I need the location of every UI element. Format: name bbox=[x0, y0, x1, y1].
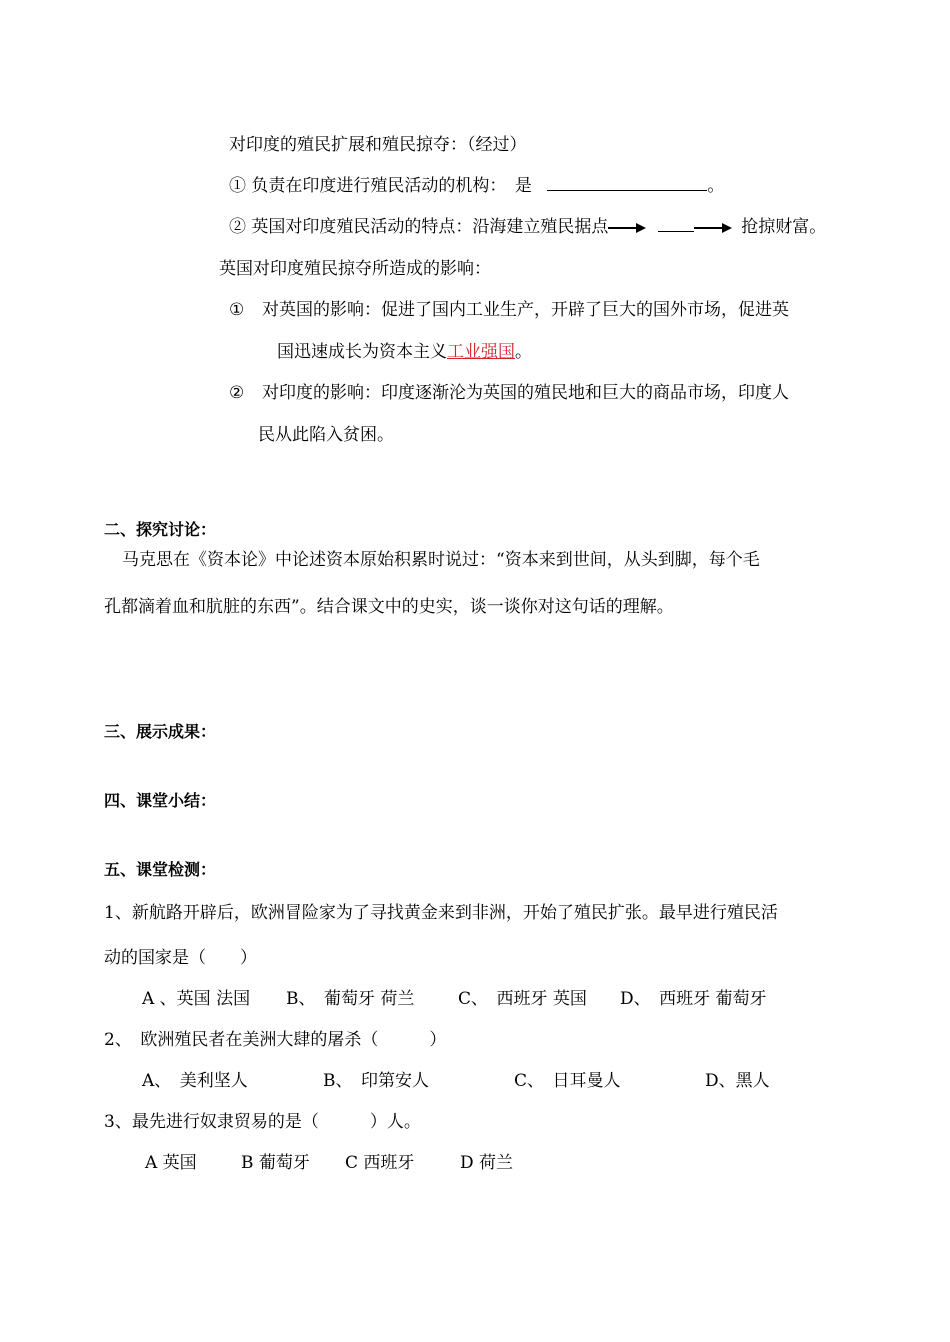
item2-blank[interactable] bbox=[658, 217, 694, 232]
arrow-right-icon bbox=[694, 222, 732, 234]
item1-blank[interactable] bbox=[547, 176, 707, 191]
q1-line2: 动的国家是（ ） bbox=[104, 948, 257, 968]
q2-text: 2、 欧洲殖民者在美洲大肆的屠杀（ ） bbox=[104, 1030, 447, 1050]
q1-line1: 1、新航路开辟后，欧洲冒险家为了寻找黄金来到非洲，开始了殖民扩张。最早进行殖民活 bbox=[104, 903, 778, 923]
item1-prefix: ① 负责在印度进行殖民活动的机构： 是 bbox=[229, 176, 532, 196]
impact2-line1: 对印度的影响：印度逐渐沦为英国的殖民地和巨大的商品市场，印度人 bbox=[262, 383, 789, 403]
q3-option-a[interactable]: A 英国 bbox=[145, 1153, 197, 1173]
impact-title: 英国对印度殖民掠夺所造成的影响： bbox=[219, 259, 491, 279]
q3-option-b[interactable]: B 葡萄牙 bbox=[241, 1153, 310, 1173]
item2-suffix: 抢掠财富。 bbox=[741, 217, 827, 237]
item2-prefix: ② 英国对印度殖民活动的特点：沿海建立殖民据点 bbox=[229, 217, 609, 237]
q1-option-a[interactable]: A 、英国 法国 bbox=[142, 989, 251, 1009]
q1-option-d[interactable]: D、 西班牙 葡萄牙 bbox=[620, 989, 767, 1009]
impact1-line2-prefix: 国迅速成长为资本主义 bbox=[277, 342, 447, 362]
q3-option-d[interactable]: D 荷兰 bbox=[460, 1153, 514, 1173]
impact1-line2-suffix: 。 bbox=[515, 342, 532, 362]
q1-option-b[interactable]: B、 葡萄牙 荷兰 bbox=[286, 989, 415, 1009]
item1-suffix: 。 bbox=[707, 176, 725, 196]
q1-option-c[interactable]: C、 西班牙 英国 bbox=[458, 989, 587, 1009]
q3-option-c[interactable]: C 西班牙 bbox=[345, 1153, 415, 1173]
section2-heading: 二、探究讨论： bbox=[104, 520, 217, 539]
impact2-marker: ② bbox=[229, 383, 245, 403]
impact1-line1: 对英国的影响：促进了国内工业生产，开辟了巨大的国外市场，促进英 bbox=[262, 300, 789, 320]
item2-line bbox=[229, 216, 826, 238]
section2-para-line2: 孔都滴着血和肮脏的东西”。结合课文中的史实，谈一谈你对这句话的理解。 bbox=[104, 597, 674, 617]
impact1-line2 bbox=[277, 341, 532, 363]
q2-option-d[interactable]: D、黑人 bbox=[705, 1071, 770, 1091]
section3-heading: 三、展示成果： bbox=[104, 722, 217, 741]
process-title: 对印度的殖民扩展和殖民掠夺：（经过） bbox=[229, 135, 527, 155]
arrow-right-icon bbox=[608, 222, 646, 234]
impact1-highlight: 工业强国 bbox=[447, 342, 515, 362]
item1-line bbox=[229, 175, 724, 197]
q2-option-b[interactable]: B、 印第安人 bbox=[323, 1071, 429, 1091]
q2-option-a[interactable]: A、 美利坚人 bbox=[142, 1071, 248, 1091]
q3-text: 3、最先进行奴隶贸易的是（ ）人。 bbox=[104, 1112, 421, 1132]
q2-option-c[interactable]: C、 日耳曼人 bbox=[514, 1071, 621, 1091]
section5-heading: 五、课堂检测： bbox=[104, 860, 217, 879]
impact2-line2: 民从此陷入贫困。 bbox=[258, 425, 394, 445]
section2-para-line1: 马克思在《资本论》中论述资本原始积累时说过：“资本来到世间，从头到脚，每个毛 bbox=[122, 550, 760, 570]
section4-heading: 四、课堂小结： bbox=[104, 791, 217, 810]
impact1-marker: ① bbox=[229, 300, 245, 320]
